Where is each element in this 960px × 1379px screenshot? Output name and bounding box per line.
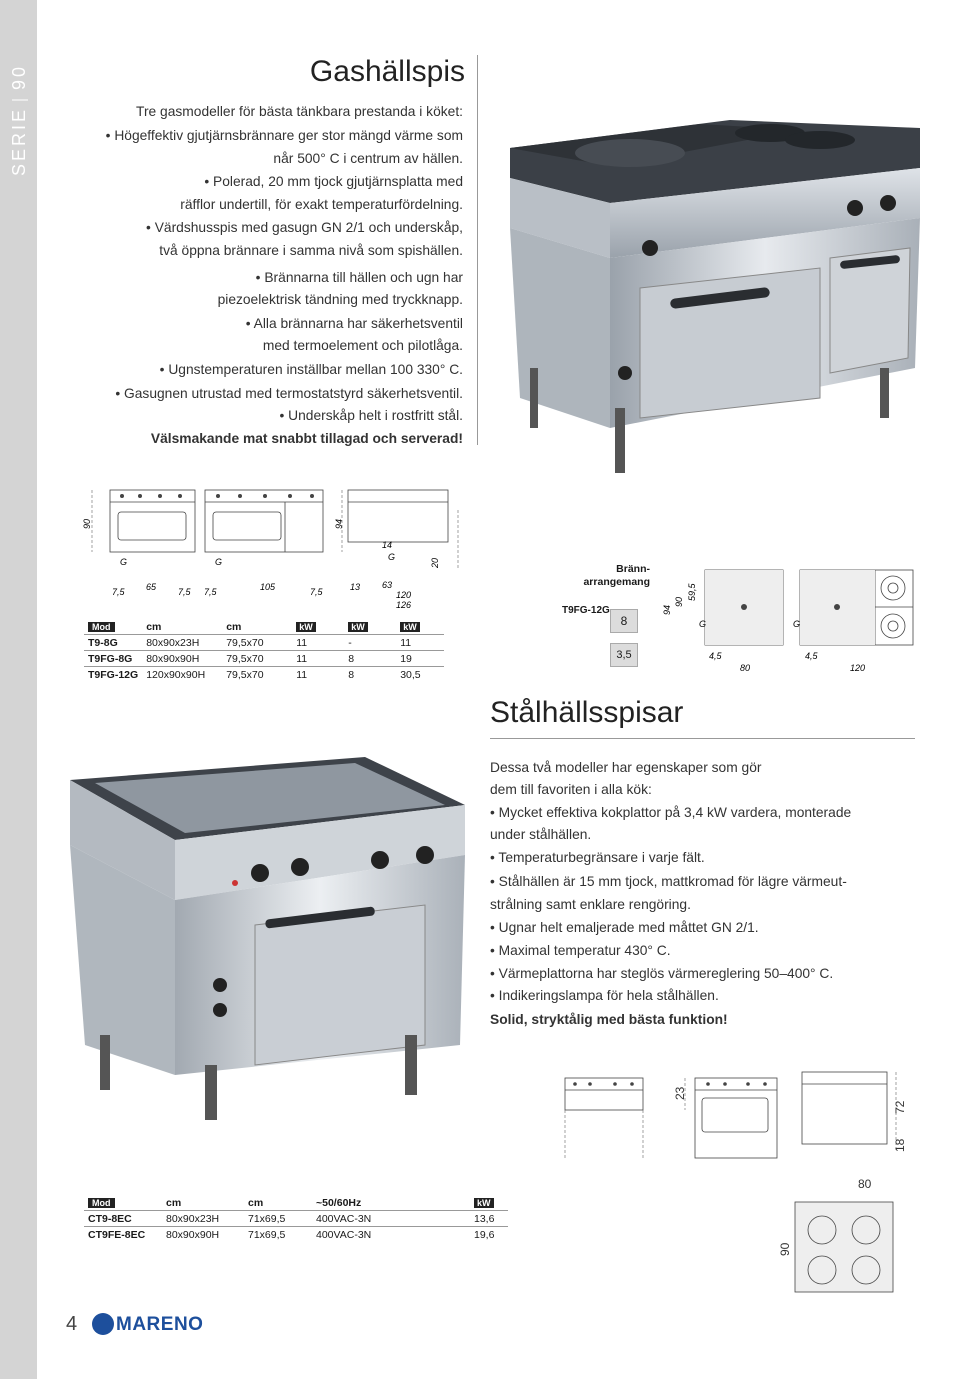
section2-line-text: Solid, stryktålig med bästa funktion!: [490, 1012, 728, 1027]
bullet-icon: •: [490, 874, 499, 889]
table-cell: 11: [292, 667, 344, 683]
section1-line: [280, 408, 464, 423]
dim-side-4: 7,5: [310, 587, 323, 597]
dim2-23: 23: [673, 1086, 687, 1100]
section2-line-text: Temperaturbegränsare i varje fält.: [498, 850, 705, 865]
section2-line-text: Värmeplattorna har steglös värmereglering 50–400° C.: [498, 966, 834, 981]
table-cell: 79,5x70: [222, 635, 292, 651]
burner-dim-45a: 4,5: [709, 651, 722, 661]
burner-gas-1: G: [699, 619, 707, 629]
section2-line-text: Mycket effektiva kokplattor på 3,4 kW vardera, monterade: [498, 805, 852, 820]
table-row: [84, 1227, 508, 1243]
section1-text: [0, 0, 463, 460]
section1-line: [180, 197, 463, 212]
section2-line: [490, 920, 759, 935]
table-cell: 400VAC-3N: [312, 1211, 470, 1227]
bullet-icon: •: [490, 805, 499, 820]
table-row: [84, 635, 444, 651]
table-cell: 13,6: [470, 1211, 508, 1227]
dim-side-3: 7,5: [204, 587, 217, 597]
table-cell: 79,5x70: [222, 651, 292, 667]
section1-line: [218, 292, 463, 307]
dim-120: 120: [396, 590, 412, 600]
bullet-icon: •: [159, 362, 169, 377]
burner-dim-90: 90: [674, 596, 684, 607]
burner-value-bottom: 3,5: [616, 649, 632, 661]
section1-line-text: piezoelektrisk tändning med tryckknapp.: [217, 292, 463, 307]
burner-dim-45b: 4,5: [805, 651, 818, 661]
table-header-2: cm: [248, 1196, 264, 1209]
section2-line-text: dem till favoriten i alla kök:: [490, 782, 652, 797]
section1-line: [115, 386, 463, 401]
table-cell: 11: [292, 651, 344, 667]
table-cell: 79,5x70: [222, 667, 292, 683]
burner-gas-2: G: [793, 619, 801, 629]
section1-line: [160, 362, 463, 377]
section1-line-text: når 500° C i centrum av hällen.: [273, 151, 463, 166]
model-cell: T9FG-12G: [84, 667, 142, 683]
table-cell: 80x90x90H: [142, 651, 222, 667]
table-row: [84, 1211, 508, 1227]
section2-line-text: under stålhällen.: [490, 827, 592, 842]
bullet-icon: •: [245, 316, 254, 331]
section2-drawings: [560, 1060, 920, 1300]
section2-line: [490, 988, 719, 1003]
section2-text: [490, 0, 930, 1040]
table-cell: 71x69,5: [244, 1227, 312, 1243]
table-cell: 19,6: [470, 1227, 508, 1243]
section1-line-text: Brännarna till hällen och ugn har: [264, 270, 463, 285]
section2-table: [84, 1195, 508, 1242]
bullet-icon: •: [115, 386, 125, 401]
model-cell: T9FG-8G: [84, 651, 142, 667]
section1-line: [256, 270, 463, 285]
table-cell: 8: [344, 651, 396, 667]
section2-line-text: Ugnar helt emaljerade med måttet GN 2/1.: [498, 920, 759, 935]
dim2-80: 80: [858, 1177, 872, 1191]
model-cell: T9-8G: [84, 635, 142, 651]
section1-line-text: Värdshusspis med gasugn GN 2/1 och underskåp,: [154, 220, 463, 235]
section2-line-text: Maximal temperatur 430° C.: [498, 943, 671, 958]
section2-line: [490, 943, 671, 958]
section1-table: [84, 619, 444, 682]
dim-height: 90: [82, 518, 92, 529]
section2-line-text: Dessa två modeller har egenskaper som gör: [490, 760, 762, 775]
bullet-icon: •: [146, 220, 155, 235]
burner-title-line1: Bränn-: [616, 563, 650, 575]
bullet-icon: •: [490, 988, 499, 1003]
table-cell: 80x90x90H: [162, 1227, 244, 1243]
section1-line-text: Polerad, 20 mm tjock gjutjärnsplatta med: [213, 174, 463, 189]
table-cell: 400VAC-3N: [312, 1227, 470, 1243]
burner-model: T9FG-12G: [562, 605, 610, 616]
section2-line: [490, 897, 691, 912]
table-header-3: kW: [296, 622, 316, 632]
serie-number: 90: [9, 63, 29, 90]
table-cell: 80x90x23H: [162, 1211, 244, 1227]
dim-63: 63: [382, 580, 393, 590]
section2-title: Stålhällsspisar: [490, 696, 684, 729]
table-cell: -: [344, 635, 396, 651]
dim2-90: 90: [778, 1242, 792, 1256]
dim-width-2: 105: [260, 582, 276, 592]
brand-logo: MARENO: [116, 1314, 204, 1335]
section1-line: [273, 151, 463, 166]
table-cell: 8: [344, 667, 396, 683]
section2-line: [490, 966, 833, 981]
bullet-icon: •: [490, 943, 499, 958]
section2-line: [490, 760, 761, 775]
model-cell: CT9-8EC: [84, 1211, 162, 1227]
section1-drawings: [80, 480, 480, 620]
section1-line: [106, 128, 463, 143]
section1-title: Gashällspis: [309, 55, 465, 88]
dim2-72: 72: [893, 1100, 907, 1114]
bullet-icon: •: [279, 408, 289, 423]
table-cell: 30,5: [396, 667, 444, 683]
burner-dim-595: 59,5: [687, 583, 697, 601]
table-cell: 19: [396, 651, 444, 667]
spec-table-gas: [84, 619, 444, 682]
burner-dim-94: 94: [662, 604, 672, 615]
section2-line-text: Indikeringslampa för hela stålhällen.: [498, 988, 719, 1003]
table-header-1: cm: [146, 620, 162, 633]
page-number: 4: [66, 1313, 78, 1335]
table-header-4: kW: [348, 622, 368, 632]
serie-text: SERIE: [9, 106, 29, 176]
section2-line: [490, 1012, 728, 1027]
table-header-4: kW: [474, 1198, 494, 1208]
burner-title-line2: arrangemang: [583, 576, 650, 588]
section2-line: [490, 827, 591, 842]
table-header-2: cm: [226, 620, 242, 633]
dim-depth-b: 14: [382, 540, 393, 550]
section1-line-text: Gasugnen utrustad med termostatstyrd säkerhetsventil.: [124, 386, 463, 401]
gas-mark-2: G: [215, 557, 223, 567]
table-header-0: Mod: [88, 622, 115, 632]
section1-line-text: Ugnstemperaturen inställbar mellan 100 330° C.: [168, 362, 463, 377]
section1-line-text: räfflor undertill, för exakt temperaturfördelning.: [180, 197, 463, 212]
table-header-1: cm: [166, 1196, 182, 1209]
table-header-3: ~50/60Hz: [316, 1196, 362, 1209]
section1-line-text: två öppna brännare i samma nivå som spishällen.: [159, 243, 463, 258]
section1-line-text: Underskåp helt i rostfritt stål.: [288, 408, 463, 423]
gas-mark-1: G: [120, 557, 128, 567]
title-divider: [477, 55, 478, 445]
burner-dim-120: 120: [850, 663, 866, 673]
table-row: [84, 667, 444, 683]
bullet-icon: •: [490, 920, 499, 935]
section1-line: [246, 316, 463, 331]
section2-line-text: Stålhällen är 15 mm tjock, mattkromad för lägre värmeut-: [498, 874, 847, 889]
section1-line: [159, 243, 463, 258]
section1-line: [204, 174, 463, 189]
dim-depth-a: 94: [334, 518, 344, 529]
bullet-icon: •: [490, 966, 499, 981]
section1-line: [146, 220, 463, 235]
gas-mark-3: G: [388, 552, 396, 562]
section2-line: [490, 850, 705, 865]
dim-13: 13: [350, 582, 361, 592]
section1-line: [136, 104, 463, 119]
table-cell: 11: [292, 635, 344, 651]
section2-line: [490, 874, 847, 889]
table-header-0: Mod: [88, 1198, 115, 1208]
burner-dim-80: 80: [740, 663, 751, 673]
burner-value-top: 8: [620, 614, 628, 628]
dim-width-1: 65: [146, 582, 157, 592]
section2-line-text: strålning samt enklare rengöring.: [490, 897, 691, 912]
table-cell: 11: [396, 635, 444, 651]
section2-line: [490, 805, 851, 820]
dim-126: 126: [396, 600, 412, 610]
table-row: [84, 651, 444, 667]
section1-line-text: Välsmakande mat snabbt tillagad och serverad!: [150, 431, 463, 446]
section1-line-text: Alla brännarna har säkerhetsventil: [253, 316, 463, 331]
model-cell: CT9FE-8EC: [84, 1227, 162, 1243]
bullet-icon: •: [490, 850, 499, 865]
table-cell: 120x90x90H: [142, 667, 222, 683]
section1-line-text: Tre gasmodeller för bästa tänkbara prestanda i köket:: [136, 104, 463, 119]
mareno-logo-icon: [92, 1313, 114, 1335]
dim-side-1: 7,5: [112, 587, 125, 597]
bullet-icon: •: [204, 174, 213, 189]
table-cell: 80x90x23H: [142, 635, 222, 651]
spec-table-electric: [84, 1195, 508, 1242]
section1-line-text: Högeffektiv gjutjärnsbrännare ger stor mängd värme som: [114, 128, 463, 143]
bullet-icon: •: [105, 128, 115, 143]
solid-top-illustration: [65, 745, 475, 1125]
section1-line: [151, 431, 463, 446]
section1-line: [263, 338, 463, 353]
section2-line: [490, 782, 652, 797]
table-header-5: kW: [400, 622, 420, 632]
dim-depth-c: 20: [430, 557, 440, 568]
dim-side-2: 7,5: [178, 587, 191, 597]
dim2-18: 18: [893, 1138, 907, 1152]
section1-line-text: med termoelement och pilotlåga.: [262, 338, 463, 353]
table-cell: 71x69,5: [244, 1211, 312, 1227]
bullet-icon: •: [255, 270, 265, 285]
